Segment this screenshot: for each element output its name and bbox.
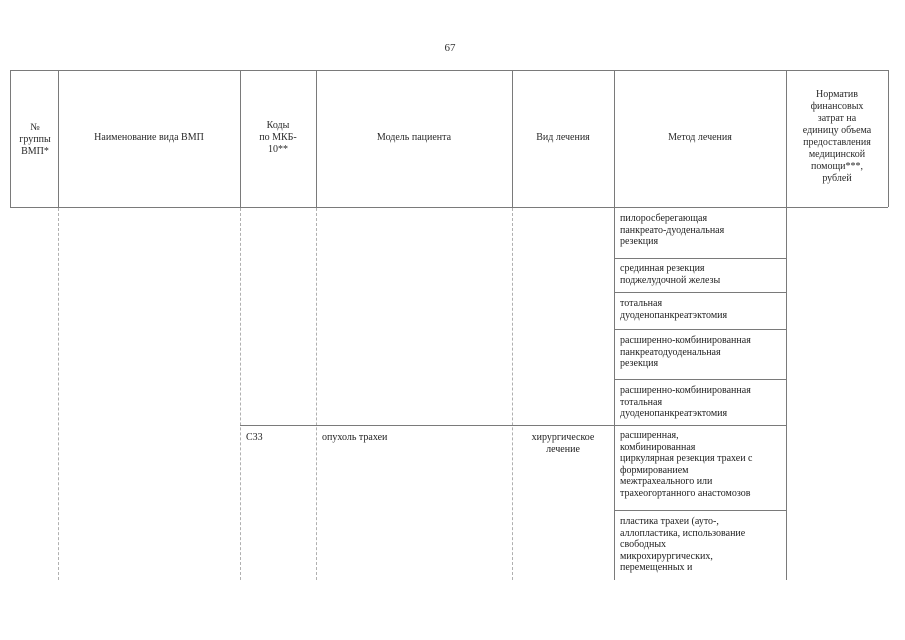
body-col-line-4 [512, 208, 513, 580]
table-left-border [10, 70, 11, 207]
method-cell: пилоросберегающая панкреато-дуоденальная резекция [620, 213, 725, 247]
method-cell: тотальная дуоденопанкреатэктомия [620, 298, 728, 321]
method-sep-3 [614, 329, 786, 330]
header-method: Метод лечения [668, 132, 732, 143]
body-col-line-2 [240, 208, 241, 580]
header-codes: Коды по МКБ- 10** [259, 120, 297, 155]
method-sep-2 [614, 292, 786, 293]
method-sep-4 [614, 379, 786, 380]
method-sep-5 [614, 510, 786, 511]
method-cell: расширенная, комбинированная циркулярная резекция трахеи с формированием межтрахеального или трахеогортанного анастомозов [620, 430, 753, 499]
method-cell: пластика трахеи (ауто-, аллопластика, использование свободных микрохирургических, перемещенных и [620, 516, 746, 573]
body-col-line-5 [614, 208, 615, 580]
body-col-line-3 [316, 208, 317, 580]
method-cell: расширенно-комбинированная панкреатодуоденальная резекция [620, 335, 751, 369]
header-treatment-type: Вид лечения [536, 132, 590, 143]
header-normative: Норматив финансовых затрат на единицу объема предоставления медицинской помощи***, рублей [802, 89, 872, 184]
header-model: Модель пациента [376, 132, 452, 143]
patient-model-cell: опухоль трахеи [322, 432, 388, 443]
header-name: Наименование вида ВМП [94, 132, 204, 143]
row-separator [240, 425, 786, 426]
treatment-type-cell: хирургическое лечение [531, 432, 595, 455]
body-col-line-1 [58, 208, 59, 580]
method-cell: расширенно-комбинированная тотальная дуоденопанкреатэктомия [620, 385, 751, 419]
header-group-no: № группы ВМП* [19, 122, 51, 157]
method-sep-1 [614, 258, 786, 259]
table-right-border [888, 70, 889, 207]
icd-code-cell: С33 [246, 432, 263, 443]
body-col-line-6 [786, 208, 787, 580]
page-number: 67 [444, 42, 456, 54]
header-bottom-border [10, 207, 888, 208]
table-top-border [10, 70, 888, 71]
method-cell: срединная резекция поджелудочной железы [620, 263, 721, 286]
